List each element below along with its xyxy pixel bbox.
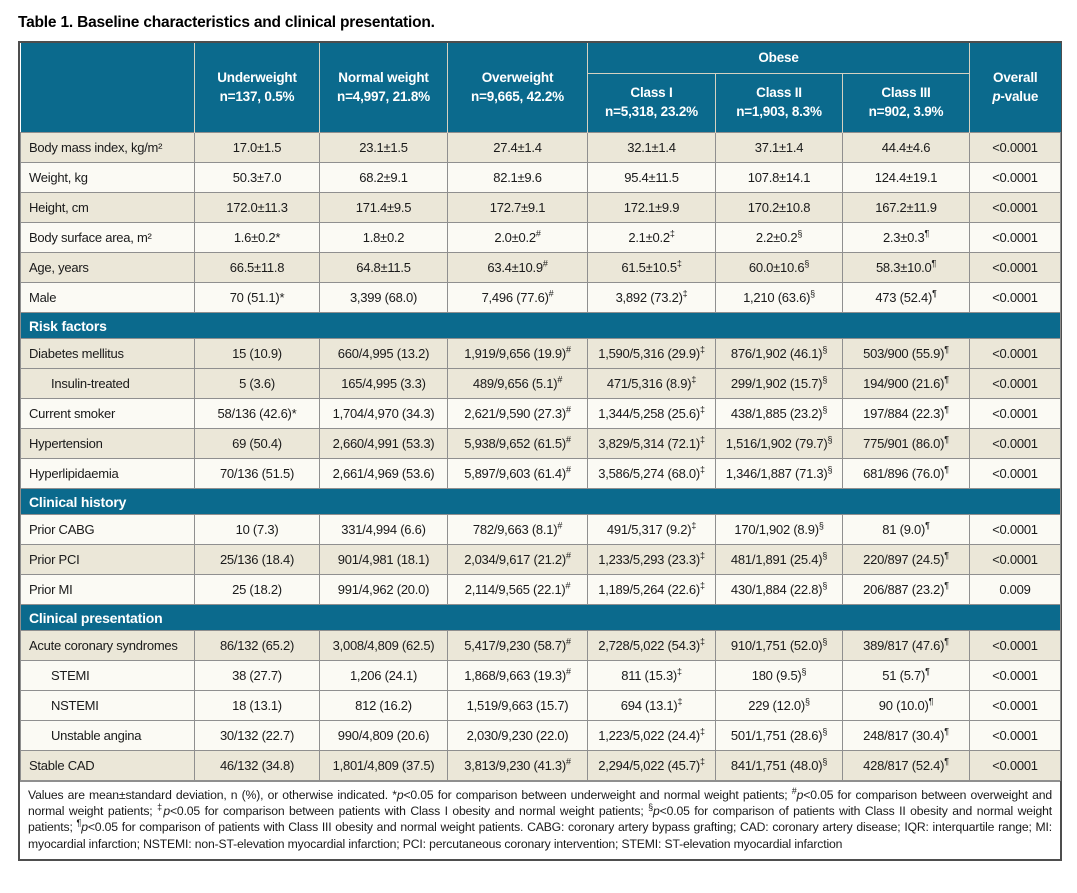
data-cell: 17.0±1.5: [195, 133, 320, 163]
data-cell: 2,114/9,565 (22.1)#: [448, 575, 588, 605]
table-row: [21, 163, 1061, 193]
data-cell: 811 (15.3)‡: [588, 661, 716, 691]
data-cell: 46/132 (34.8): [195, 751, 320, 781]
table-header: [21, 43, 1061, 133]
data-cell: 2,294/5,022 (45.7)‡: [588, 751, 716, 781]
data-cell: 501/1,751 (28.6)§: [716, 721, 843, 751]
column-label: Class I: [630, 85, 673, 101]
column-sub-pvalue: p-value: [992, 88, 1039, 104]
section-header-row: [21, 605, 1061, 631]
data-cell: 1,704/4,970 (34.3): [320, 399, 448, 429]
page-title: Table 1. Baseline characteristics and clinical presentation.: [18, 14, 435, 31]
row-label: Weight, kg: [21, 163, 195, 193]
section-header-row: [21, 313, 1061, 339]
pvalue-cell: <0.0001: [970, 283, 1061, 313]
pvalue-cell: <0.0001: [970, 163, 1061, 193]
table-footnote: Values are mean±standard deviation, n (%), or otherwise indicated. *p<0.05 for comparison between underweight and normal weight patients; #p<0.05 for comparison between overweight and normal weight patients; ‡p<0.05 for comparison between patients with Class I obesity and normal weight patients; §p<0.05 for comparison of patients with Class II obesity and normal weight patients; ¶p<0.05 for comparison of patients with Class III obesity and normal weight patients. CABG: coronary artery bypass grafting; CAD: coronary artery disease; IQR: interquartile range; MI: myocardial infarction; NSTEMI: non-ST-elevation myocardial infarction; PCI: percutaneous coronary intervention; STEMI: ST-elevation myocardial infarction: [20, 781, 1060, 859]
data-cell: 1,233/5,293 (23.3)‡: [588, 545, 716, 575]
data-cell: 2,030/9,230 (22.0): [448, 721, 588, 751]
data-cell: 660/4,995 (13.2): [320, 339, 448, 369]
pvalue-cell: <0.0001: [970, 133, 1061, 163]
table-body: [21, 133, 1061, 781]
data-cell: 58.3±10.0¶: [843, 253, 970, 283]
row-label: Prior CABG: [21, 515, 195, 545]
column-label: Class II: [756, 85, 802, 101]
data-cell: 5 (3.6): [195, 369, 320, 399]
data-cell: 990/4,809 (20.6): [320, 721, 448, 751]
data-cell: 2.0±0.2#: [448, 223, 588, 253]
table-row: [21, 283, 1061, 313]
column-header-obese-class-2: [716, 74, 843, 133]
data-cell: 50.3±7.0: [195, 163, 320, 193]
data-cell: 3,399 (68.0): [320, 283, 448, 313]
pvalue-cell: <0.0001: [970, 369, 1061, 399]
data-cell: 694 (13.1)‡: [588, 691, 716, 721]
column-label: Class III: [881, 85, 931, 101]
data-cell: 3,813/9,230 (41.3)#: [448, 751, 588, 781]
table-row: [21, 545, 1061, 575]
baseline-characteristics-table: [18, 41, 1062, 861]
data-cell: 69 (50.4): [195, 429, 320, 459]
data-cell: 70/136 (51.5): [195, 459, 320, 489]
data-cell: 1,519/9,663 (15.7): [448, 691, 588, 721]
data-cell: 229 (12.0)§: [716, 691, 843, 721]
column-label: Normal weight: [338, 69, 429, 85]
data-cell: 81 (9.0)¶: [843, 515, 970, 545]
pvalue-cell: <0.0001: [970, 459, 1061, 489]
data-cell: 503/900 (55.9)¶: [843, 339, 970, 369]
pvalue-cell: <0.0001: [970, 691, 1061, 721]
pvalue-cell: <0.0001: [970, 751, 1061, 781]
data-cell: 15 (10.9): [195, 339, 320, 369]
row-label: Age, years: [21, 253, 195, 283]
row-label: Hyperlipidaemia: [21, 459, 195, 489]
pvalue-cell: <0.0001: [970, 223, 1061, 253]
row-label: Prior PCI: [21, 545, 195, 575]
data-cell: 37.1±1.4: [716, 133, 843, 163]
data-cell: 7,496 (77.6)#: [448, 283, 588, 313]
data-cell: 51 (5.7)¶: [843, 661, 970, 691]
table-row: [21, 223, 1061, 253]
column-label: Underweight: [217, 69, 297, 85]
pvalue-cell: <0.0001: [970, 721, 1061, 751]
data-cell: 681/896 (76.0)¶: [843, 459, 970, 489]
data-cell: 428/817 (52.4)¶: [843, 751, 970, 781]
pvalue-cell: <0.0001: [970, 253, 1061, 283]
data-cell: 438/1,885 (23.2)§: [716, 399, 843, 429]
data-cell: 3,829/5,314 (72.1)‡: [588, 429, 716, 459]
table-row: [21, 399, 1061, 429]
data-cell: 32.1±1.4: [588, 133, 716, 163]
row-label: Insulin-treated: [21, 369, 195, 399]
data-cell: 170.2±10.8: [716, 193, 843, 223]
column-header-overall-pvalue: [970, 43, 1061, 133]
column-header-overweight: [448, 43, 588, 133]
data-cell: 2.2±0.2§: [716, 223, 843, 253]
data-cell: 876/1,902 (46.1)§: [716, 339, 843, 369]
data-cell: 82.1±9.6: [448, 163, 588, 193]
section-header-row: [21, 489, 1061, 515]
data-cell: 172.1±9.9: [588, 193, 716, 223]
data-cell: 1,206 (24.1): [320, 661, 448, 691]
data-cell: 489/9,656 (5.1)#: [448, 369, 588, 399]
row-label: Diabetes mellitus: [21, 339, 195, 369]
data-cell: 1.8±0.2: [320, 223, 448, 253]
data-cell: 167.2±11.9: [843, 193, 970, 223]
data-cell: 991/4,962 (20.0): [320, 575, 448, 605]
pvalue-cell: <0.0001: [970, 429, 1061, 459]
table-row: [21, 193, 1061, 223]
row-label: Hypertension: [21, 429, 195, 459]
data-cell: 95.4±11.5: [588, 163, 716, 193]
data-cell: 775/901 (86.0)¶: [843, 429, 970, 459]
data-cell: 910/1,751 (52.0)§: [716, 631, 843, 661]
data-cell: 2.3±0.3¶: [843, 223, 970, 253]
column-sub: n=9,665, 42.2%: [471, 88, 564, 104]
section-header-label: Clinical presentation: [21, 605, 1061, 631]
data-cell: 66.5±11.8: [195, 253, 320, 283]
data-table: [20, 43, 1061, 781]
table-row: [21, 515, 1061, 545]
table-row: [21, 575, 1061, 605]
column-label: Overall: [993, 69, 1038, 85]
column-label: Overweight: [481, 69, 554, 85]
data-cell: 172.7±9.1: [448, 193, 588, 223]
data-cell: 1,210 (63.6)§: [716, 283, 843, 313]
row-label: Body mass index, kg/m²: [21, 133, 195, 163]
data-cell: 38 (27.7): [195, 661, 320, 691]
data-cell: 1,801/4,809 (37.5): [320, 751, 448, 781]
data-cell: 171.4±9.5: [320, 193, 448, 223]
table-row: [21, 691, 1061, 721]
column-header-underweight: [195, 43, 320, 133]
data-cell: 107.8±14.1: [716, 163, 843, 193]
data-cell: 2,661/4,969 (53.6): [320, 459, 448, 489]
data-cell: 2.1±0.2‡: [588, 223, 716, 253]
data-cell: 901/4,981 (18.1): [320, 545, 448, 575]
pvalue-cell: <0.0001: [970, 545, 1061, 575]
data-cell: 1,344/5,258 (25.6)‡: [588, 399, 716, 429]
pvalue-cell: <0.0001: [970, 339, 1061, 369]
data-cell: 471/5,316 (8.9)‡: [588, 369, 716, 399]
data-cell: 60.0±10.6§: [716, 253, 843, 283]
data-cell: 27.4±1.4: [448, 133, 588, 163]
pvalue-cell: <0.0001: [970, 193, 1061, 223]
data-cell: 220/897 (24.5)¶: [843, 545, 970, 575]
data-cell: 473 (52.4)¶: [843, 283, 970, 313]
data-cell: 1,346/1,887 (71.3)§: [716, 459, 843, 489]
data-cell: 172.0±11.3: [195, 193, 320, 223]
column-sub: n=137, 0.5%: [219, 88, 295, 104]
column-group-header-obese: Obese: [588, 43, 970, 74]
data-cell: 491/5,317 (9.2)‡: [588, 515, 716, 545]
data-cell: 1,590/5,316 (29.9)‡: [588, 339, 716, 369]
data-cell: 389/817 (47.6)¶: [843, 631, 970, 661]
row-label: Body surface area, m²: [21, 223, 195, 253]
data-cell: 23.1±1.5: [320, 133, 448, 163]
data-cell: 63.4±10.9#: [448, 253, 588, 283]
data-cell: 1,189/5,264 (22.6)‡: [588, 575, 716, 605]
data-cell: 194/900 (21.6)¶: [843, 369, 970, 399]
data-cell: 124.4±19.1: [843, 163, 970, 193]
data-cell: 206/887 (23.2)¶: [843, 575, 970, 605]
column-header-normal-weight: [320, 43, 448, 133]
data-cell: 299/1,902 (15.7)§: [716, 369, 843, 399]
table-row: [21, 253, 1061, 283]
data-cell: 2,034/9,617 (21.2)#: [448, 545, 588, 575]
column-sub: n=1,903, 8.3%: [736, 104, 822, 119]
data-cell: 481/1,891 (25.4)§: [716, 545, 843, 575]
data-cell: 3,586/5,274 (68.0)‡: [588, 459, 716, 489]
column-sub: n=4,997, 21.8%: [337, 88, 430, 104]
section-header-label: Clinical history: [21, 489, 1061, 515]
data-cell: 3,892 (73.2)‡: [588, 283, 716, 313]
data-cell: 2,728/5,022 (54.3)‡: [588, 631, 716, 661]
corner-cell: [21, 43, 195, 133]
data-cell: 2,621/9,590 (27.3)#: [448, 399, 588, 429]
table-row: [21, 133, 1061, 163]
row-label: STEMI: [21, 661, 195, 691]
data-cell: 812 (16.2): [320, 691, 448, 721]
data-cell: 68.2±9.1: [320, 163, 448, 193]
data-cell: 782/9,663 (8.1)#: [448, 515, 588, 545]
table-row: [21, 631, 1061, 661]
data-cell: 10 (7.3): [195, 515, 320, 545]
table-row: [21, 339, 1061, 369]
pvalue-cell: <0.0001: [970, 661, 1061, 691]
data-cell: 25 (18.2): [195, 575, 320, 605]
data-cell: 58/136 (42.6)*: [195, 399, 320, 429]
table-row: [21, 721, 1061, 751]
data-cell: 165/4,995 (3.3): [320, 369, 448, 399]
table-row: [21, 459, 1061, 489]
data-cell: 64.8±11.5: [320, 253, 448, 283]
pvalue-cell: 0.009: [970, 575, 1061, 605]
row-label: Stable CAD: [21, 751, 195, 781]
data-cell: 1.6±0.2*: [195, 223, 320, 253]
data-cell: 86/132 (65.2): [195, 631, 320, 661]
data-cell: 180 (9.5)§: [716, 661, 843, 691]
pvalue-cell: <0.0001: [970, 515, 1061, 545]
data-cell: 61.5±10.5‡: [588, 253, 716, 283]
data-cell: 30/132 (22.7): [195, 721, 320, 751]
row-label: NSTEMI: [21, 691, 195, 721]
row-label: Male: [21, 283, 195, 313]
data-cell: 2,660/4,991 (53.3): [320, 429, 448, 459]
table-row: [21, 369, 1061, 399]
data-cell: 44.4±4.6: [843, 133, 970, 163]
row-label: Height, cm: [21, 193, 195, 223]
data-cell: 70 (51.1)*: [195, 283, 320, 313]
row-label: Acute coronary syndromes: [21, 631, 195, 661]
data-cell: 90 (10.0)¶: [843, 691, 970, 721]
column-sub: n=5,318, 23.2%: [605, 104, 698, 119]
data-cell: 331/4,994 (6.6): [320, 515, 448, 545]
data-cell: 1,868/9,663 (19.3)#: [448, 661, 588, 691]
data-cell: 18 (13.1): [195, 691, 320, 721]
data-cell: 248/817 (30.4)¶: [843, 721, 970, 751]
table-row: [21, 429, 1061, 459]
data-cell: 1,223/5,022 (24.4)‡: [588, 721, 716, 751]
data-cell: 197/884 (22.3)¶: [843, 399, 970, 429]
section-header-label: Risk factors: [21, 313, 1061, 339]
table-row: [21, 751, 1061, 781]
column-header-obese-class-3: [843, 74, 970, 133]
data-cell: 430/1,884 (22.8)§: [716, 575, 843, 605]
data-cell: 170/1,902 (8.9)§: [716, 515, 843, 545]
data-cell: 3,008/4,809 (62.5): [320, 631, 448, 661]
row-label: Prior MI: [21, 575, 195, 605]
data-cell: 5,897/9,603 (61.4)#: [448, 459, 588, 489]
table-row: [21, 661, 1061, 691]
data-cell: 25/136 (18.4): [195, 545, 320, 575]
row-label: Current smoker: [21, 399, 195, 429]
data-cell: 1,919/9,656 (19.9)#: [448, 339, 588, 369]
data-cell: 5,938/9,652 (61.5)#: [448, 429, 588, 459]
column-sub: n=902, 3.9%: [868, 104, 944, 119]
pvalue-cell: <0.0001: [970, 631, 1061, 661]
pvalue-cell: <0.0001: [970, 399, 1061, 429]
row-label: Unstable angina: [21, 721, 195, 751]
data-cell: 5,417/9,230 (58.7)#: [448, 631, 588, 661]
data-cell: 841/1,751 (48.0)§: [716, 751, 843, 781]
data-cell: 1,516/1,902 (79.7)§: [716, 429, 843, 459]
column-header-obese-class-1: [588, 74, 716, 133]
